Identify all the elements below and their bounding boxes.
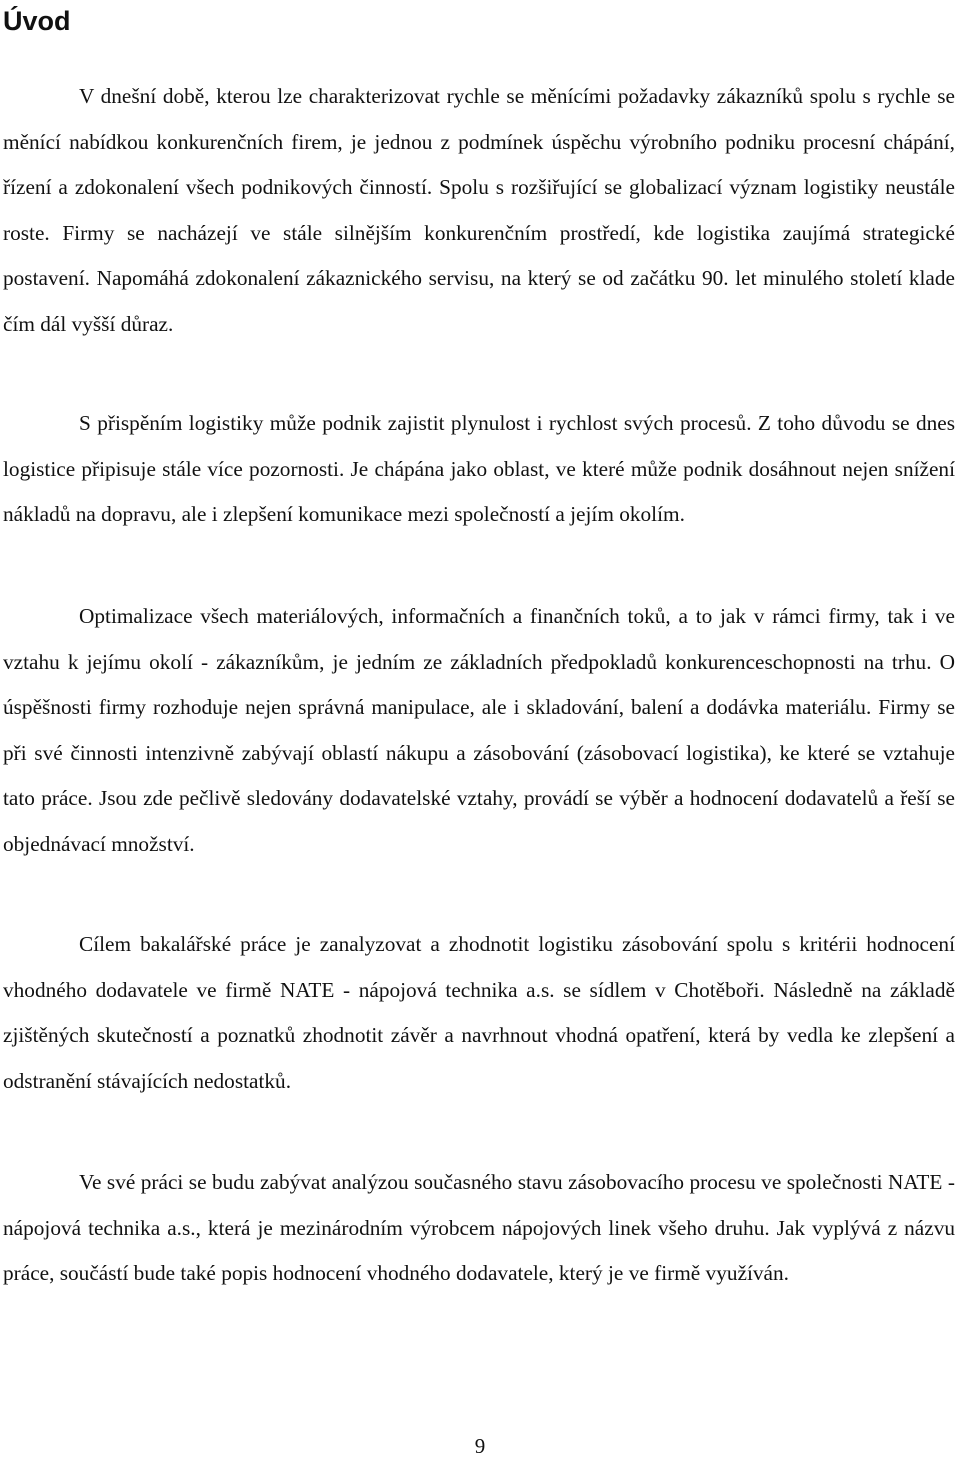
paragraph-thesis-scope: Ve své práci se budu zabývat analýzou současného stavu zásobovacího procesu ve společnosti NATE - nápojová technika a.s., která je mezinárodním výrobcem nápojových linek všeho druhu. Jak vyplývá z názvu práce, součástí bude také popis hodnocení vhodného dodavatele, který je ve firmě využíván. bbox=[3, 1170, 955, 1285]
paragraph-logistics-contribution: S přispěním logistiky může podnik zajistit plynulost i rychlost svých procesů. Z toho důvodu se dnes logistice připisuje stále více pozornosti. Je chápána jako oblast, ve které může podnik dosáhnout nejen snížení nákladů na dopravu, ale i zlepšení komunikace mezi společností a jejím okolím. bbox=[3, 411, 955, 526]
page-number: 9 bbox=[474, 1434, 486, 1458]
paragraph-intro: V dnešní době, kterou lze charakterizovat rychle se měnícími požadavky zákazníků spolu s rychle se měnící nabídkou konkurenčních firem, je jednou z podmínek úspěchu výrobního podniku procesní chápání, řízení a zdokonalení všech podnikových činností. Spolu s rozšiřující se globalizací význam logistiky neustále roste. Firmy se nacházejí ve stále silnějším konkurenčním prostředí, kde logistika zaujímá strategické postavení. Napomáhá zdokonalení zákaznického servisu, na který se od začátku 90. let minulého století klade čím dál vyšší důraz. bbox=[3, 84, 955, 336]
paragraph-thesis-goal: Cílem bakalářské práce je zanalyzovat a zhodnotit logistiku zásobování spolu s kritérii hodnocení vhodného dodavatele ve firmě NATE - nápojová technika a.s. se sídlem v Chotěboři. Následně na základě zjištěných skutečností a poznatků zhodnotit závěr a navrhnout vhodná opatření, která by vedla ke zlepšení a odstranění stávajících nedostatků. bbox=[3, 932, 955, 1093]
page-heading: Úvod bbox=[3, 6, 71, 36]
paragraph-optimization: Optimalizace všech materiálových, informačních a finančních toků, a to jak v rámci firmy, tak i ve vztahu k jejímu okolí - zákazníkům, je jedním ze základních předpokladů konkurenceschopnosti na trhu. O úspěšnosti firmy rozhoduje nejen správná manipulace, ale i skladování, balení a dodávka materiálu. Firmy se při své činnosti intenzivně zabývají oblastí nákupu a zásobování (zásobovací logistika), ke které se vztahuje tato práce. Jsou zde pečlivě sledovány dodavatelské vztahy, provádí se výběr a hodnocení dodavatelů a řeší se objednávací množství. bbox=[3, 604, 955, 856]
